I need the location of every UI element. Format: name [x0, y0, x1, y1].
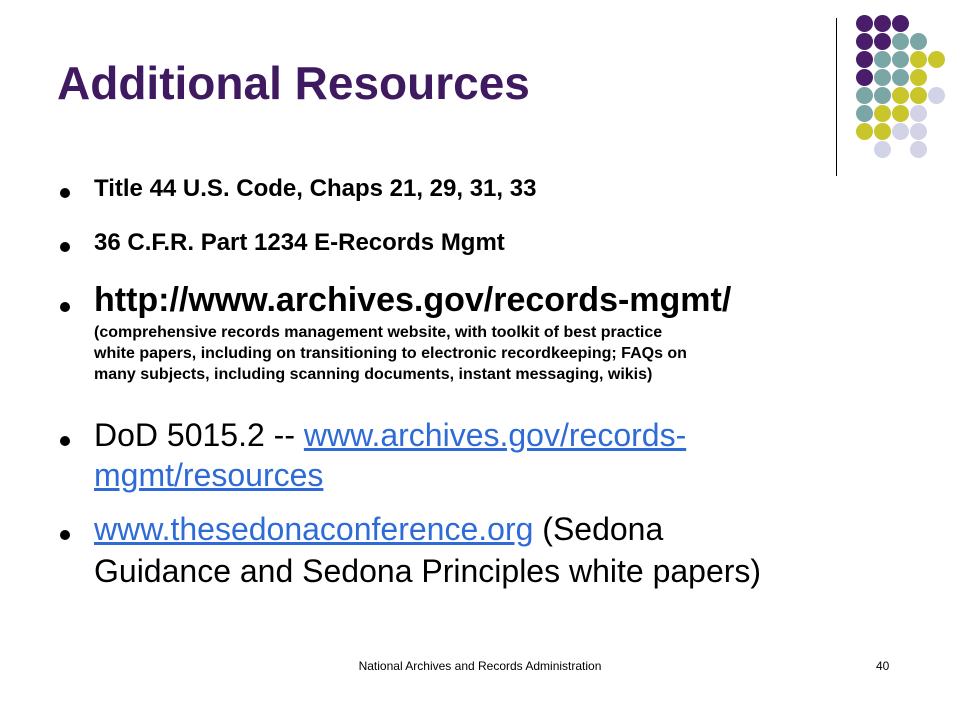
- decorative-dot: [892, 123, 909, 140]
- bullet-description-line: many subjects, including scanning documents, instant messaging, wikis): [94, 366, 653, 383]
- decorative-dot: [910, 141, 927, 158]
- decorative-dot: [874, 123, 891, 140]
- decorative-dot: [856, 123, 873, 140]
- decorative-dot: [874, 105, 891, 122]
- bullet-description-line: (comprehensive records management website, with toolkit of best practice: [94, 324, 663, 341]
- archives-resources-link-continued[interactable]: mgmt/resources: [94, 457, 324, 493]
- bullet-disc-icon: [60, 436, 70, 446]
- bullet-sedona-text: [94, 510, 663, 548]
- decorative-dot: [892, 15, 909, 32]
- decorative-dot: [874, 51, 891, 68]
- decorative-dot: [874, 15, 891, 32]
- bullet-disc-icon: [60, 302, 70, 312]
- bullet-disc-icon: [60, 188, 70, 198]
- page-title: Additional Resources: [57, 57, 530, 109]
- bullet-sedona-text-line2: Guidance and Sedona Principles white papers): [94, 553, 762, 589]
- bullet-disc-icon: [60, 242, 70, 252]
- decorative-dot: [856, 51, 873, 68]
- decorative-dot: [910, 105, 927, 122]
- decorative-dot: [856, 69, 873, 86]
- sedona-conference-link[interactable]: www.thesedonaconference.org: [94, 511, 534, 547]
- decorative-divider-line: [836, 18, 837, 176]
- decorative-dot: [910, 69, 927, 86]
- bullet-disc-icon: [60, 530, 70, 540]
- decorative-dot: [892, 33, 909, 50]
- decorative-dot: [856, 33, 873, 50]
- bullet-title-44: Title 44 U.S. Code, Chaps 21, 29, 31, 33: [94, 175, 537, 202]
- decorative-dot: [910, 33, 927, 50]
- decorative-dot: [874, 87, 891, 104]
- archives-resources-link[interactable]: www.archives.gov/records-: [303, 417, 687, 453]
- decorative-dot: [910, 51, 927, 68]
- decorative-dot: [892, 69, 909, 86]
- decorative-dot: [856, 87, 873, 104]
- decorative-dot: [928, 51, 945, 68]
- decorative-dot: [910, 87, 927, 104]
- decorative-dot: [928, 87, 945, 104]
- decorative-dot: [874, 33, 891, 50]
- decorative-dot: [892, 51, 909, 68]
- decorative-dot: [874, 69, 891, 86]
- decorative-dot: [856, 105, 873, 122]
- bullet-records-mgmt-url: http://www.archives.gov/records-mgmt/: [94, 281, 732, 319]
- page-number: 40: [876, 659, 890, 673]
- bullet-description-line: white papers, including on transitioning to electronic recordkeeping; FAQs on: [94, 345, 687, 362]
- decorative-dot: [910, 123, 927, 140]
- dod-prefix-text: DoD 5015.2 --: [94, 417, 304, 453]
- decorative-dot: [892, 87, 909, 104]
- footer-organization: National Archives and Records Administration: [358, 659, 602, 673]
- decorative-dot: [892, 105, 909, 122]
- decorative-dot: [856, 15, 873, 32]
- bullet-cfr-part: 36 C.F.R. Part 1234 E-Records Mgmt: [94, 229, 505, 256]
- sedona-suffix-text: (Sedona: [533, 511, 664, 547]
- decorative-dot: [874, 141, 891, 158]
- bullet-dod-text: [94, 416, 686, 454]
- bullet-dod-text-line2: [94, 456, 323, 494]
